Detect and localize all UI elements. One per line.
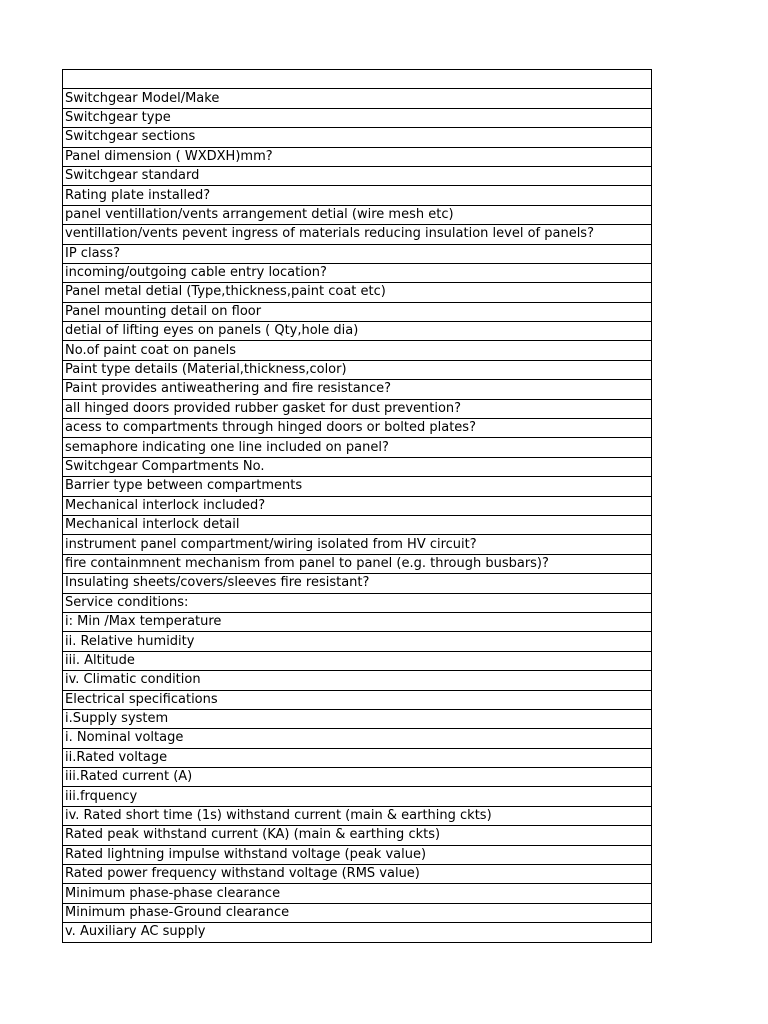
table-cell[interactable]: panel ventillation/vents arrangement detial (wire mesh etc)	[63, 205, 652, 224]
table-cell[interactable]: Panel mounting detail on floor	[63, 302, 652, 321]
table-cell[interactable]: Minimum phase-phase clearance	[63, 884, 652, 903]
table-cell[interactable]: Panel metal detial (Type,thickness,paint coat etc)	[63, 283, 652, 302]
table-cell[interactable]: Rated peak withstand current (KA) (main & earthing ckts)	[63, 826, 652, 845]
table-cell[interactable]: all hinged doors provided rubber gasket for dust prevention?	[63, 399, 652, 418]
table-row	[63, 108, 652, 127]
table-row	[63, 826, 652, 845]
table-row	[63, 651, 652, 670]
table-cell[interactable]: Mechanical interlock detail	[63, 515, 652, 534]
table-row	[63, 477, 652, 496]
table-row	[63, 515, 652, 534]
table-cell[interactable]: ii.Rated voltage	[63, 748, 652, 767]
table-cell[interactable]: Switchgear sections	[63, 128, 652, 147]
table-cell[interactable]: Paint type details (Material,thickness,color)	[63, 360, 652, 379]
table-cell[interactable]: Insulating sheets/covers/sleeves fire resistant?	[63, 574, 652, 593]
table-row	[63, 283, 652, 302]
table-row	[63, 574, 652, 593]
table-cell[interactable]: Switchgear standard	[63, 166, 652, 185]
table-row	[63, 438, 652, 457]
table-cell[interactable]: iii. Altitude	[63, 651, 652, 670]
table-row	[63, 399, 652, 418]
table-row	[63, 806, 652, 825]
table-row	[63, 419, 652, 438]
table-cell[interactable]: incoming/outgoing cable entry location?	[63, 263, 652, 282]
table-cell[interactable]: semaphore indicating one line included on panel?	[63, 438, 652, 457]
table-cell[interactable]: Barrier type between compartments	[63, 477, 652, 496]
table-row	[63, 186, 652, 205]
table-row	[63, 593, 652, 612]
table-cell[interactable]: Service conditions:	[63, 593, 652, 612]
table-row	[63, 244, 652, 263]
table-row	[63, 690, 652, 709]
table-row	[63, 923, 652, 942]
checklist-table-body	[63, 70, 652, 943]
table-cell[interactable]: iii.frquency	[63, 787, 652, 806]
table-row	[63, 729, 652, 748]
table-row	[63, 884, 652, 903]
table-cell[interactable]: i. Nominal voltage	[63, 729, 652, 748]
table-cell[interactable]: Rated power frequency withstand voltage (RMS value)	[63, 865, 652, 884]
header-cell[interactable]	[63, 70, 652, 89]
table-cell[interactable]: IP class?	[63, 244, 652, 263]
table-row	[63, 89, 652, 108]
table-row	[63, 787, 652, 806]
table-row	[63, 360, 652, 379]
table-cell[interactable]: iv. Climatic condition	[63, 671, 652, 690]
header-row	[63, 70, 652, 89]
table-cell[interactable]: Switchgear Model/Make	[63, 89, 652, 108]
table-cell[interactable]: instrument panel compartment/wiring isolated from HV circuit?	[63, 535, 652, 554]
table-cell[interactable]: acess to compartments through hinged doors or bolted plates?	[63, 419, 652, 438]
table-row	[63, 845, 652, 864]
table-row	[63, 128, 652, 147]
table-cell[interactable]: iii.Rated current (A)	[63, 768, 652, 787]
table-cell[interactable]: Rated lightning impulse withstand voltage (peak value)	[63, 845, 652, 864]
table-cell[interactable]: Switchgear Compartments No.	[63, 457, 652, 476]
table-row	[63, 457, 652, 476]
table-row	[63, 671, 652, 690]
table-row	[63, 341, 652, 360]
table-row	[63, 147, 652, 166]
table-row	[63, 768, 652, 787]
table-row	[63, 748, 652, 767]
table-cell[interactable]: fire containmnent mechanism from panel to panel (e.g. through busbars)?	[63, 554, 652, 573]
table-cell[interactable]: Mechanical interlock included?	[63, 496, 652, 515]
table-cell[interactable]: i.Supply system	[63, 709, 652, 728]
table-cell[interactable]: v. Auxiliary AC supply	[63, 923, 652, 942]
table-row	[63, 496, 652, 515]
table-row	[63, 322, 652, 341]
table-cell[interactable]: iv. Rated short time (1s) withstand current (main & earthing ckts)	[63, 806, 652, 825]
table-row	[63, 903, 652, 922]
table-cell[interactable]: Rating plate installed?	[63, 186, 652, 205]
table-cell[interactable]: Paint provides antiweathering and fire resistance?	[63, 380, 652, 399]
table-cell[interactable]: i: Min /Max temperature	[63, 612, 652, 631]
table-cell[interactable]: Panel dimension ( WXDXH)mm?	[63, 147, 652, 166]
table-row	[63, 865, 652, 884]
table-row	[63, 263, 652, 282]
table-cell[interactable]: ventillation/vents pevent ingress of materials reducing insulation level of panels?	[63, 225, 652, 244]
table-cell[interactable]: ii. Relative humidity	[63, 632, 652, 651]
table-row	[63, 205, 652, 224]
table-row	[63, 166, 652, 185]
table-row	[63, 380, 652, 399]
table-row	[63, 535, 652, 554]
table-row	[63, 302, 652, 321]
table-cell[interactable]: No.of paint coat on panels	[63, 341, 652, 360]
table-row	[63, 632, 652, 651]
table-row	[63, 709, 652, 728]
table-row	[63, 612, 652, 631]
table-cell[interactable]: detial of lifting eyes on panels ( Qty,hole dia)	[63, 322, 652, 341]
checklist-table	[62, 69, 652, 943]
table-cell[interactable]: Minimum phase-Ground clearance	[63, 903, 652, 922]
table-cell[interactable]: Electrical specifications	[63, 690, 652, 709]
table-cell[interactable]: Switchgear type	[63, 108, 652, 127]
table-row	[63, 554, 652, 573]
table-row	[63, 225, 652, 244]
